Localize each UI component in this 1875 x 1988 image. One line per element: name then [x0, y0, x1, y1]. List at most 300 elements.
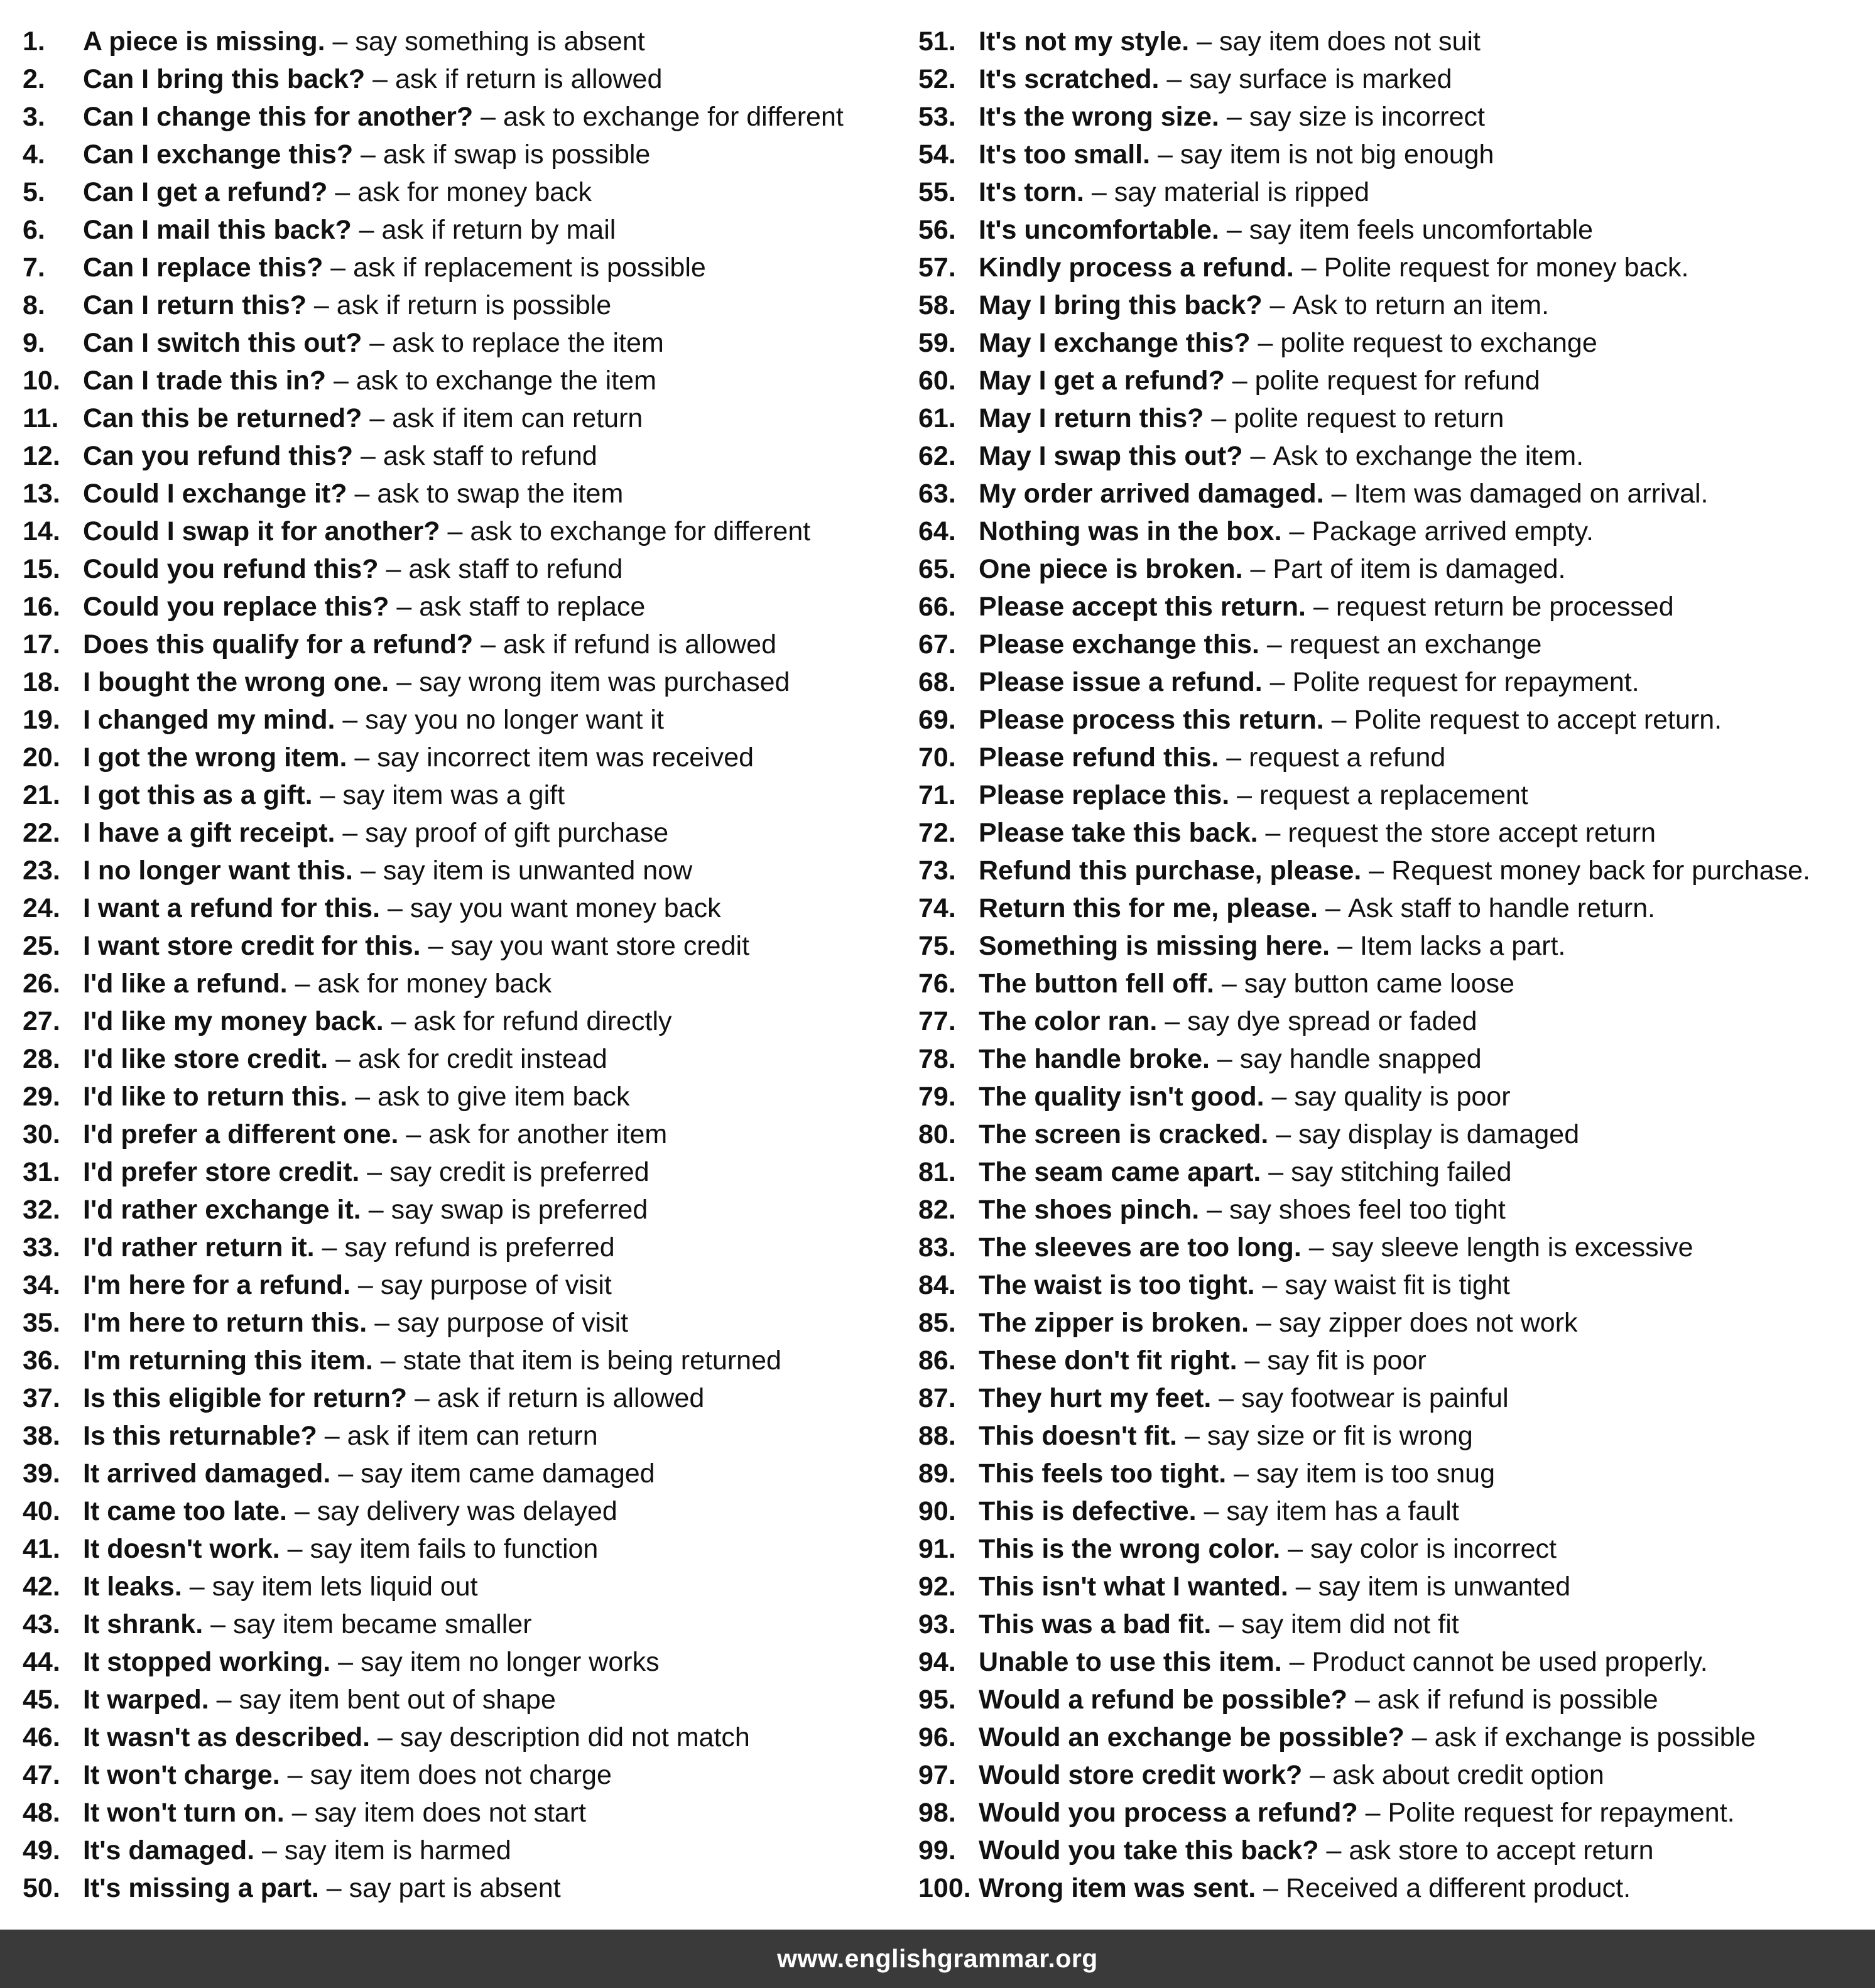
item-number: 45. [23, 1685, 60, 1715]
dash-separator [347, 739, 377, 776]
item-phrase: I have a gift receipt. [83, 818, 335, 848]
item-number: 40. [23, 1496, 60, 1526]
item-meaning: Ask to return an item. [1292, 290, 1550, 320]
item-phrase: I got the wrong item. [83, 742, 347, 773]
dash-separator [1084, 173, 1114, 211]
item-number: 94. [918, 1647, 956, 1677]
dash-separator [285, 1794, 315, 1832]
dash-separator [335, 814, 365, 852]
item-meaning: Polite request for money back. [1323, 253, 1689, 283]
item-number: 84. [918, 1270, 956, 1300]
list-item [918, 249, 1861, 286]
item-meaning: say proof of gift purchase [365, 818, 669, 848]
item-number: 66. [918, 592, 956, 622]
dash-separator [389, 588, 419, 626]
item-number: 18. [23, 667, 60, 697]
list-item [23, 1417, 902, 1455]
list-item [918, 475, 1861, 513]
list-item [23, 1153, 902, 1191]
dash-separator [323, 249, 353, 286]
dash-separator [1197, 1492, 1227, 1530]
item-number: 46. [23, 1722, 60, 1752]
list-item [23, 1304, 902, 1342]
item-phrase: Refund this purchase, please. [979, 855, 1362, 886]
list-item [23, 626, 902, 663]
item-number: 27. [23, 1006, 60, 1036]
item-phrase: I no longer want this. [83, 855, 353, 886]
dash-separator [1211, 1379, 1241, 1417]
item-phrase: It's damaged. [83, 1835, 255, 1866]
item-phrase: Please refund this. [979, 742, 1219, 773]
dash-separator [384, 1002, 414, 1040]
item-number: 11. [23, 403, 59, 433]
list-item [918, 1719, 1861, 1756]
item-number: 69. [918, 705, 956, 735]
item-meaning: ask if return is allowed [394, 64, 663, 94]
item-phrase: It doesn't work. [83, 1534, 280, 1564]
item-meaning: say color is incorrect [1310, 1534, 1557, 1564]
dash-separator [1358, 1794, 1388, 1832]
item-number: 35. [23, 1308, 60, 1338]
list-item [918, 60, 1861, 98]
item-number: 48. [23, 1798, 60, 1828]
dash-separator [1157, 1002, 1187, 1040]
item-phrase: The seam came apart. [979, 1157, 1261, 1187]
item-phrase: Is this returnable? [83, 1421, 317, 1451]
item-meaning: ask to exchange for different [503, 102, 844, 132]
list-item [23, 324, 902, 362]
item-number: 58. [918, 290, 956, 320]
list-item [23, 852, 902, 889]
item-phrase: Can I return this? [83, 290, 307, 320]
item-phrase: I changed my mind. [83, 705, 335, 735]
item-phrase: Kindly process a refund. [979, 253, 1294, 283]
list-item [918, 1681, 1861, 1719]
dash-separator [362, 399, 392, 437]
item-phrase: It's the wrong size. [979, 102, 1219, 132]
item-phrase: Can I trade this in? [83, 366, 327, 396]
list-item [918, 1229, 1861, 1266]
item-meaning: say item does not charge [310, 1760, 612, 1790]
dash-separator [307, 286, 337, 324]
list-item [23, 1078, 902, 1116]
item-phrase: I'd prefer a different one. [83, 1119, 399, 1149]
item-number: 26. [23, 969, 60, 999]
dash-separator [317, 1417, 347, 1455]
item-phrase: Nothing was in the box. [979, 516, 1282, 546]
item-phrase: It's missing a part. [83, 1873, 319, 1903]
item-number: 97. [918, 1760, 956, 1790]
item-meaning: say item did not fit [1241, 1609, 1459, 1639]
dash-separator [1219, 98, 1249, 136]
dash-separator [288, 965, 318, 1002]
dash-separator [421, 927, 451, 965]
item-meaning: ask if item can return [347, 1421, 598, 1451]
item-meaning: say credit is preferred [389, 1157, 649, 1187]
item-phrase: It leaks. [83, 1572, 182, 1602]
item-number: 75. [918, 931, 956, 961]
item-phrase: The sleeves are too long. [979, 1232, 1302, 1263]
list-item [23, 1266, 902, 1304]
item-number: 16. [23, 592, 60, 622]
item-number: 89. [918, 1458, 956, 1489]
list-item [23, 399, 902, 437]
dash-separator [353, 437, 383, 475]
item-phrase: I want a refund for this. [83, 893, 381, 923]
dash-separator [1237, 1342, 1268, 1379]
dash-separator [1249, 1304, 1279, 1342]
list-item [918, 399, 1861, 437]
dash-separator [353, 852, 383, 889]
item-meaning: ask about credit option [1332, 1760, 1604, 1790]
item-number: 47. [23, 1760, 60, 1790]
item-phrase: Something is missing here. [979, 931, 1330, 961]
item-phrase: May I swap this out? [979, 441, 1243, 471]
item-meaning: Polite request for repayment. [1388, 1798, 1735, 1828]
phrase-column-right [918, 23, 1861, 1907]
item-number: 83. [918, 1232, 956, 1263]
item-phrase: My order arrived damaged. [979, 479, 1324, 509]
list-item [23, 1040, 902, 1078]
dash-separator [347, 475, 378, 513]
item-meaning: say item fails to function [310, 1534, 599, 1564]
item-number: 24. [23, 893, 60, 923]
item-meaning: say refund is preferred [344, 1232, 615, 1263]
dash-separator [351, 1266, 381, 1304]
dash-separator [1251, 324, 1281, 362]
item-number: 95. [918, 1685, 956, 1715]
item-phrase: May I bring this back? [979, 290, 1263, 320]
list-item [918, 1756, 1861, 1794]
item-phrase: It came too late. [83, 1496, 287, 1526]
list-item [918, 927, 1861, 965]
dash-separator [1204, 399, 1234, 437]
dash-separator [365, 60, 395, 98]
item-phrase: This is defective. [979, 1496, 1197, 1526]
item-number: 55. [918, 177, 956, 207]
item-phrase: This was a bad fit. [979, 1609, 1212, 1639]
item-number: 79. [918, 1082, 956, 1112]
dash-separator [1256, 1869, 1286, 1907]
item-number: 34. [23, 1270, 60, 1300]
dash-separator [1330, 927, 1360, 965]
list-item [23, 1530, 902, 1568]
item-number: 21. [23, 780, 60, 810]
item-meaning: request the store accept return [1288, 818, 1656, 848]
item-meaning: ask if return is allowed [437, 1383, 705, 1413]
item-number: 44. [23, 1647, 60, 1677]
item-number: 14. [23, 516, 60, 546]
dash-separator [1258, 814, 1288, 852]
item-phrase: Would an exchange be possible? [979, 1722, 1405, 1752]
item-phrase: It's not my style. [979, 26, 1190, 57]
list-item [23, 249, 902, 286]
item-phrase: I'd rather exchange it. [83, 1195, 361, 1225]
item-number: 70. [918, 742, 956, 773]
list-item [918, 98, 1861, 136]
item-phrase: Please accept this return. [979, 592, 1306, 622]
item-number: 96. [918, 1722, 956, 1752]
item-number: 28. [23, 1044, 60, 1074]
item-number: 63. [918, 479, 956, 509]
list-item [918, 1568, 1861, 1605]
item-meaning: say you want money back [410, 893, 721, 923]
item-phrase: The shoes pinch. [979, 1195, 1200, 1225]
item-meaning: say wrong item was purchased [419, 667, 790, 697]
item-number: 7. [23, 253, 45, 283]
list-item [918, 1002, 1861, 1040]
dash-separator [254, 1832, 285, 1869]
dash-separator [1243, 550, 1273, 588]
dash-separator [1319, 1832, 1349, 1869]
item-meaning: say item is unwanted [1318, 1572, 1571, 1602]
item-meaning: say footwear is painful [1241, 1383, 1509, 1413]
list-item [918, 437, 1861, 475]
list-item [23, 1492, 902, 1530]
list-item [918, 1342, 1861, 1379]
dash-separator [370, 1719, 400, 1756]
dash-separator [1177, 1417, 1207, 1455]
item-meaning: Item lacks a part. [1359, 931, 1566, 961]
dash-separator [407, 1379, 437, 1417]
dash-separator [1159, 60, 1189, 98]
item-phrase: Can I switch this out? [83, 328, 362, 358]
item-number: 82. [918, 1195, 956, 1225]
item-number: 10. [23, 366, 60, 396]
item-phrase: Please issue a refund. [979, 667, 1263, 697]
list-item [918, 1417, 1861, 1455]
list-item [918, 1153, 1861, 1191]
item-phrase: It wasn't as described. [83, 1722, 371, 1752]
item-phrase: The button fell off. [979, 969, 1214, 999]
item-phrase: Would you take this back? [979, 1835, 1319, 1866]
item-meaning: ask to exchange the item [356, 366, 656, 396]
dash-separator [347, 1078, 378, 1116]
list-item [23, 286, 902, 324]
item-meaning: polite request to exchange [1280, 328, 1597, 358]
item-meaning: ask if return by mail [381, 215, 616, 245]
dash-separator [1210, 1040, 1240, 1078]
dash-separator [379, 550, 409, 588]
dash-separator [1264, 1078, 1295, 1116]
item-number: 5. [23, 177, 45, 207]
dash-separator [209, 1681, 239, 1719]
item-number: 77. [918, 1006, 956, 1036]
list-item [918, 852, 1861, 889]
item-phrase: It shrank. [83, 1609, 204, 1639]
item-meaning: ask if swap is possible [383, 139, 651, 170]
dash-separator [330, 1455, 361, 1492]
item-number: 22. [23, 818, 60, 848]
list-item [23, 1379, 902, 1417]
item-number: 91. [918, 1534, 956, 1564]
item-phrase: Would you process a refund? [979, 1798, 1358, 1828]
item-phrase: Would store credit work? [979, 1760, 1303, 1790]
dash-separator [1255, 1266, 1285, 1304]
item-phrase: Return this for me, please. [979, 893, 1318, 923]
item-meaning: say material is ripped [1114, 177, 1369, 207]
item-number: 23. [23, 855, 60, 886]
dash-separator [1268, 1116, 1298, 1153]
dash-separator [1306, 588, 1336, 626]
item-phrase: I'm returning this item. [83, 1345, 373, 1376]
item-meaning: say size or fit is wrong [1207, 1421, 1473, 1451]
item-number: 4. [23, 139, 45, 170]
dash-separator [1199, 1191, 1229, 1229]
item-number: 25. [23, 931, 60, 961]
item-phrase: It's scratched. [979, 64, 1160, 94]
item-number: 73. [918, 855, 956, 886]
dash-separator [1219, 211, 1249, 249]
list-item [918, 1191, 1861, 1229]
item-meaning: ask staff to refund [383, 441, 597, 471]
dash-separator [330, 1643, 361, 1681]
item-number: 90. [918, 1496, 956, 1526]
list-item [918, 362, 1861, 399]
list-item [918, 1304, 1861, 1342]
item-phrase: Could I swap it for another? [83, 516, 440, 546]
item-number: 37. [23, 1383, 60, 1413]
item-phrase: I got this as a gift. [83, 780, 313, 810]
list-item [23, 60, 902, 98]
item-meaning: say item no longer works [360, 1647, 660, 1677]
item-number: 92. [918, 1572, 956, 1602]
item-number: 42. [23, 1572, 60, 1602]
dash-separator [1225, 362, 1255, 399]
item-phrase: I'd like my money back. [83, 1006, 384, 1036]
dash-separator [1302, 1229, 1332, 1266]
dash-separator [1282, 513, 1312, 550]
item-number: 53. [918, 102, 956, 132]
dash-separator [1263, 663, 1293, 701]
item-number: 54. [918, 139, 956, 170]
item-number: 6. [23, 215, 45, 245]
item-number: 99. [918, 1835, 956, 1866]
dash-separator [1259, 626, 1290, 663]
item-number: 32. [23, 1195, 60, 1225]
item-phrase: It's torn. [979, 177, 1084, 207]
dash-separator [280, 1756, 310, 1794]
item-phrase: Can I mail this back? [83, 215, 352, 245]
item-phrase: It stopped working. [83, 1647, 331, 1677]
item-meaning: say stitching failed [1291, 1157, 1512, 1187]
item-phrase: Please process this return. [979, 705, 1324, 735]
list-item [23, 1832, 902, 1869]
dash-separator [313, 776, 343, 814]
list-item [23, 1756, 902, 1794]
item-meaning: say dye spread or faded [1187, 1006, 1477, 1036]
item-phrase: Can I get a refund? [83, 177, 328, 207]
item-number: 74. [918, 893, 956, 923]
list-item [23, 739, 902, 776]
dash-separator [1211, 1605, 1241, 1643]
list-item [23, 663, 902, 701]
dash-separator [473, 98, 503, 136]
item-meaning: say item came damaged [361, 1458, 655, 1489]
list-item [23, 776, 902, 814]
item-phrase: I'd like a refund. [83, 969, 288, 999]
footer-url[interactable]: www.englishgrammar.org [777, 1944, 1098, 1973]
item-phrase: May I exchange this? [979, 328, 1251, 358]
item-phrase: I'd like store credit. [83, 1044, 329, 1074]
item-meaning: say display is damaged [1298, 1119, 1580, 1149]
item-phrase: I'd like to return this. [83, 1082, 348, 1112]
item-meaning: Polite request for repayment. [1292, 667, 1639, 697]
item-phrase: The zipper is broken. [979, 1308, 1249, 1338]
item-phrase: This is the wrong color. [979, 1534, 1281, 1564]
item-number: 57. [918, 253, 956, 283]
dash-separator [353, 136, 383, 173]
item-number: 68. [918, 667, 956, 697]
item-meaning: say description did not match [399, 1722, 750, 1752]
list-item [918, 1869, 1861, 1907]
dash-separator [361, 1191, 391, 1229]
list-item [23, 588, 902, 626]
item-number: 3. [23, 102, 45, 132]
list-item [918, 739, 1861, 776]
dash-separator [1405, 1719, 1435, 1756]
item-number: 36. [23, 1345, 60, 1376]
dash-separator [280, 1530, 310, 1568]
item-meaning: say something is absent [355, 26, 645, 57]
dash-separator [1150, 136, 1180, 173]
item-meaning: say handle snapped [1239, 1044, 1482, 1074]
item-number: 39. [23, 1458, 60, 1489]
item-meaning: Ask staff to handle return. [1347, 893, 1656, 923]
dash-separator [359, 1153, 389, 1191]
item-meaning: ask to replace the item [392, 328, 664, 358]
list-item [918, 1379, 1861, 1417]
item-meaning: ask for money back [357, 177, 592, 207]
dash-separator [1226, 1455, 1256, 1492]
list-item [23, 1681, 902, 1719]
item-phrase: Can this be returned? [83, 403, 362, 433]
list-item [23, 550, 902, 588]
item-number: 17. [23, 629, 60, 660]
item-meaning: ask if refund is possible [1377, 1685, 1658, 1715]
dash-separator [1288, 1568, 1318, 1605]
list-item [918, 136, 1861, 173]
list-item [918, 1266, 1861, 1304]
item-meaning: say you want store credit [450, 931, 750, 961]
dash-separator [1324, 475, 1354, 513]
list-item [918, 173, 1861, 211]
item-meaning: ask for money back [317, 969, 552, 999]
item-phrase: The waist is too tight. [979, 1270, 1255, 1300]
item-meaning: say item does not start [314, 1798, 587, 1828]
item-number: 29. [23, 1082, 60, 1112]
item-meaning: request a refund [1249, 742, 1446, 773]
list-item [23, 98, 902, 136]
dash-separator [335, 701, 365, 739]
dash-separator [326, 362, 356, 399]
item-number: 85. [918, 1308, 956, 1338]
item-number: 88. [918, 1421, 956, 1451]
item-meaning: say item has a fault [1226, 1496, 1459, 1526]
item-meaning: say item lets liquid out [212, 1572, 478, 1602]
item-number: 33. [23, 1232, 60, 1263]
item-meaning: say zipper does not work [1278, 1308, 1578, 1338]
item-number: 86. [918, 1345, 956, 1376]
list-item [23, 927, 902, 965]
list-item [23, 1794, 902, 1832]
list-item [918, 776, 1861, 814]
dash-separator [315, 1229, 345, 1266]
dash-separator [373, 1342, 403, 1379]
item-phrase: It warped. [83, 1685, 209, 1715]
item-meaning: ask if exchange is possible [1434, 1722, 1756, 1752]
list-item [918, 663, 1861, 701]
